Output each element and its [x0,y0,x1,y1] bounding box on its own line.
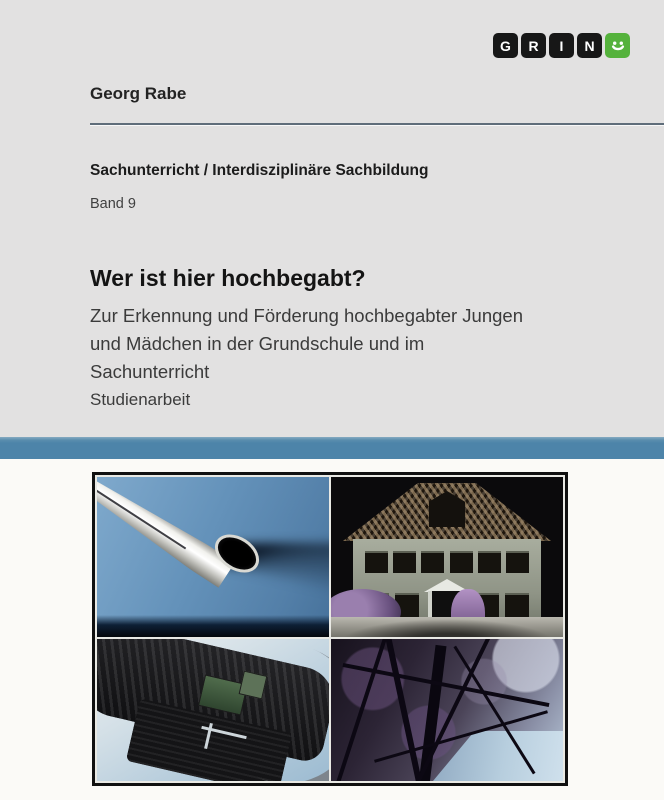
trumpet-tube [97,477,235,588]
window [450,551,473,573]
collage-grid [97,477,563,781]
logo-letter: N [584,37,595,54]
logo-letter-i [549,33,574,58]
logo-letter: I [559,37,564,54]
photo-trumpet-on-blue [97,477,329,637]
subtitle-line: Sachunterricht [90,361,210,382]
cover-photo-collage [92,472,568,786]
house-ground [331,617,563,637]
grin-logo [493,33,630,58]
series-volume: Band 9 [90,196,136,212]
author-name: Georg Rabe [90,84,187,103]
photo-inverted-house [331,477,563,637]
logo-letter-n [577,33,602,58]
window [365,551,388,573]
smiley-icon [605,33,630,58]
book-subtitle [90,302,570,386]
photo-inverted-dark-object [97,639,329,781]
subtitle-line: Zur Erkennung und Förderung hochbegabter Jungen [90,305,523,326]
window [393,551,416,573]
series-title: Sachunterricht / Interdisziplinäre Sachbildung [90,162,429,179]
book-title: Wer ist hier hochbegabt? [90,265,366,291]
logo-letter: R [528,37,539,54]
photo-dark-lower-edge [97,615,329,637]
window [421,551,444,573]
logo-letter: G [500,37,511,54]
photo-inverted-branches [331,639,563,781]
bottom-panel [0,459,664,800]
divider-rule [90,123,664,125]
window [478,551,501,573]
window [506,551,529,573]
house-upper-windows [365,551,529,573]
logo-letter-r [521,33,546,58]
document-type-label: Studienarbeit [90,390,191,409]
accent-band [0,437,664,459]
subtitle-line: und Mädchen in der Grundschule und im [90,333,425,354]
logo-letter-g [493,33,518,58]
